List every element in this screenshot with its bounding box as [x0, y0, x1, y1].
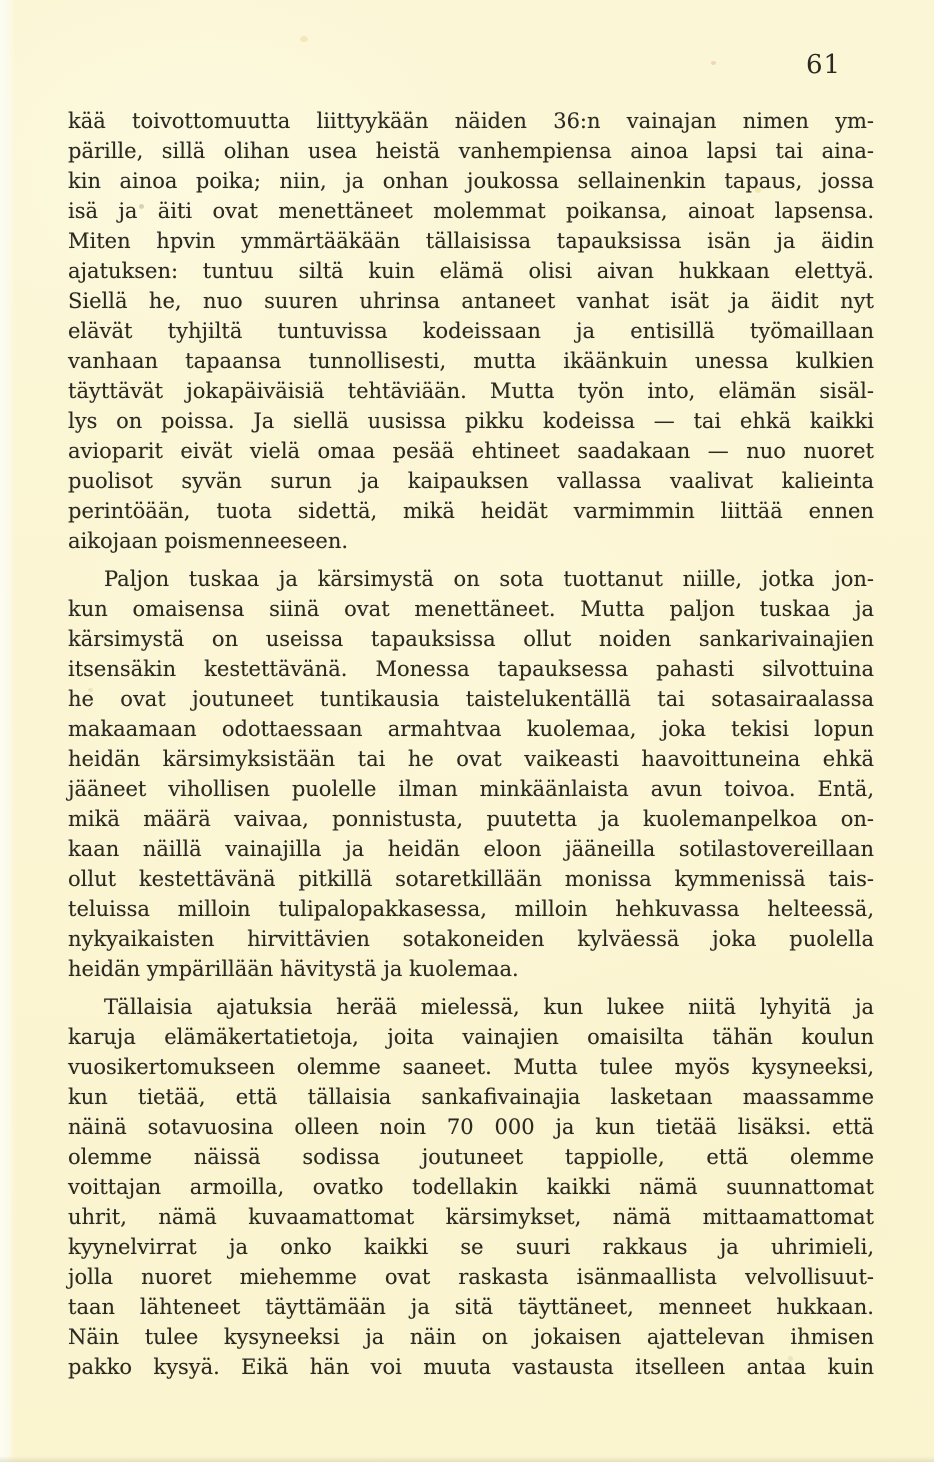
text-line: jääneet vihollisen puolelle ilman minkäänlaista avun toivoa. Entä,	[68, 777, 874, 801]
text-line: voittajan armoilla, ovatko todellakin kaikki nämä suunnattomat	[68, 1175, 874, 1199]
text-line: Siellä he, nuo suuren uhrinsa antaneet vanhat isät ja äidit nyt	[68, 289, 874, 313]
text-line: kaan näillä vainajilla ja heidän eloon jääneilla sotilastovereillaan	[68, 837, 874, 861]
page-bottom-edge	[0, 1456, 934, 1462]
text-line: puolisot syvän surun ja kaipauksen vallassa vaalivat kalieinta	[68, 469, 874, 493]
text-line: he ovat joutuneet tuntikausia taistelukentällä tai sotasairaalassa	[68, 687, 874, 711]
text-line: vuosikertomukseen olemme saaneet. Mutta tulee myös kysyneeksi,	[68, 1055, 874, 1079]
paragraph	[68, 564, 874, 984]
text-line: itsensäkin kestettävänä. Monessa tapauksessa pahasti silvottuina	[68, 657, 874, 681]
text-line: taan lähteneet täyttämään ja sitä täyttäneet, menneet hukkaan.	[68, 1295, 874, 1319]
text-line: olemme näissä sodissa joutuneet tappiolle, että olemme	[68, 1145, 874, 1169]
paper-speck	[300, 36, 308, 42]
page-number: 61	[806, 50, 842, 80]
text-line: aikojaan poismenneeseen.	[68, 529, 349, 553]
text-line: lys on poissa. Ja siellä uusissa pikku kodeissa — tai ehkä kaikki	[68, 409, 874, 433]
text-line: ollut kestettävänä pitkillä sotaretkillään monissa kymmenissä tais-	[68, 867, 874, 891]
text-line: kyynelvirrat ja onko kaikki se suuri rakkaus ja uhrimieli,	[68, 1235, 874, 1259]
text-line: Miten hpvin ymmärtääkään tällaisissa tapauksissa isän ja äidin	[68, 229, 874, 253]
text-line: nykyaikaisten hirvittävien sotakoneiden kylväessä joka puolella	[68, 927, 874, 951]
text-line: avioparit eivät vielä omaa pesää ehtineet saadakaan — nuo nuoret	[68, 439, 874, 463]
text-line: jolla nuoret miehemme ovat raskasta isänmaallista velvollisuut-	[68, 1265, 874, 1289]
text-line: kun omaisensa siinä ovat menettäneet. Mutta paljon tuskaa ja	[68, 597, 874, 621]
paragraph	[68, 106, 874, 556]
text-line: mikä määrä vaivaa, ponnistusta, puutetta ja kuolemanpelkoa on-	[68, 807, 874, 831]
text-line: uhrit, nämä kuvaamattomat kärsimykset, nämä mittaamattomat	[68, 1205, 874, 1229]
text-line: perintöään, tuota sidettä, mikä heidät varmimmin liittää ennen	[68, 499, 874, 523]
paragraph	[68, 992, 874, 1382]
text-line: Paljon tuskaa ja kärsimystä on sota tuottanut niille, jotka jon-	[104, 567, 874, 591]
text-line: pakko kysyä. Eikä hän voi muuta vastausta itselleen antaa kuin	[68, 1355, 874, 1379]
text-line: Tällaisia ajatuksia herää mielessä, kun lukee niitä lyhyitä ja	[104, 995, 874, 1019]
text-line: vanhaan tapaansa tunnollisesti, mutta ikäänkuin unessa kulkien	[68, 349, 874, 373]
text-line: teluissa milloin tulipalopakkasessa, milloin hehkuvassa helteessä,	[68, 897, 874, 921]
text-line: kää toivottomuutta liittyykään näiden 36:n vainajan nimen ym-	[68, 109, 874, 133]
text-line: Näin tulee kysyneeksi ja näin on jokaisen ajattelevan ihmisen	[68, 1325, 874, 1349]
text-line: heidän kärsimyksistään tai he ovat vaikeasti haavoittuneina ehkä	[68, 747, 874, 771]
text-line: ajatuksen: tuntuu siltä kuin elämä olisi aivan hukkaan elettyä.	[68, 259, 874, 283]
page-text	[68, 106, 874, 1382]
text-line: pärille, sillä olihan usea heistä vanhempiensa ainoa lapsi tai aina-	[68, 139, 874, 163]
text-line: täyttävät jokapäiväisiä tehtäviään. Mutta työn into, elämän sisäl-	[68, 379, 874, 403]
text-line: isä ja äiti ovat menettäneet molemmat poikansa, ainoat lapsensa.	[68, 199, 874, 223]
text-line: kun tietää, että tällaisia sankafivainajia lasketaan maassamme	[68, 1085, 874, 1109]
text-line: kärsimystä on useissa tapauksissa ollut noiden sankarivainajien	[68, 627, 874, 651]
text-line: makaamaan odottaessaan armahtvaa kuolemaa, joka tekisi lopun	[68, 717, 874, 741]
text-line: heidän ympärillään hävitystä ja kuolemaa.	[68, 957, 519, 981]
text-line: näinä sotavuosina olleen noin 70 000 ja kun tietää lisäksi. että	[68, 1115, 874, 1139]
paper-speck	[711, 61, 716, 65]
text-line: elävät tyhjiltä tuntuvissa kodeissaan ja entisillä työmaillaan	[68, 319, 874, 343]
page-left-edge	[0, 0, 15, 1462]
text-line: karuja elämäkertatietoja, joita vainajien omaisilta tähän koulun	[68, 1025, 874, 1049]
text-line: kin ainoa poika; niin, ja onhan joukossa sellainenkin tapaus, jossa	[68, 169, 874, 193]
